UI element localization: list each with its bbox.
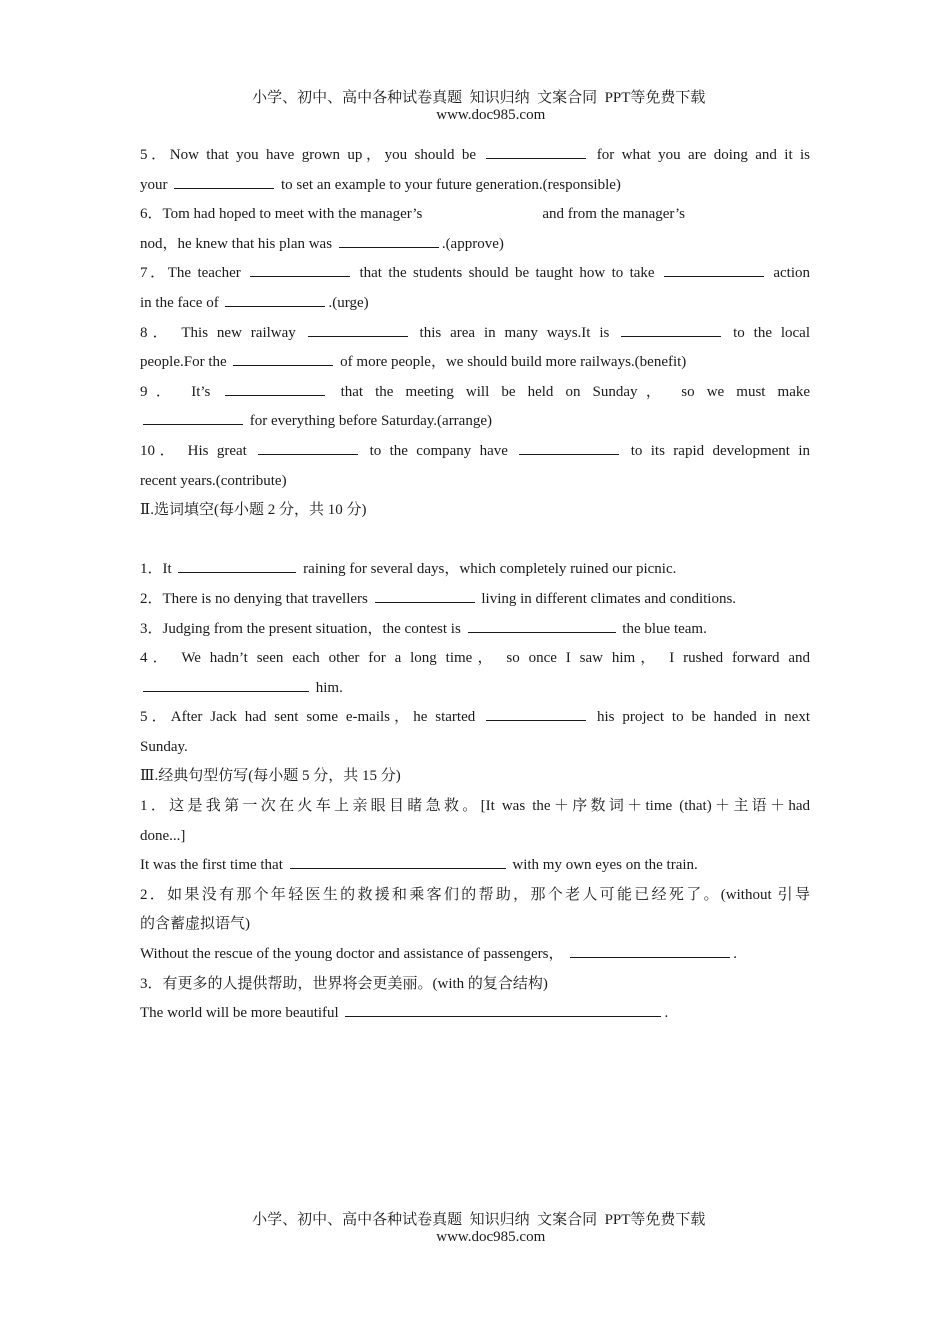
line: 7．The teacher that the students should be taught how to take action [140,259,810,289]
line: It was the first time that with my own eyes on the train. [140,851,810,881]
line: people.For the of more people，we should build more railways.(benefit) [140,348,810,378]
line: 5．Now that you have grown up，you should be for what you are doing and it is [140,141,810,171]
line: him. [140,674,810,704]
answer-blank[interactable] [250,262,350,277]
answer-blank[interactable] [290,854,506,869]
answer-blank[interactable] [258,440,358,455]
section-title: Ⅱ.选词填空(每小题 2 分，共 10 分) [140,502,367,519]
line: for everything before Saturday.(arrange) [140,407,810,437]
line: 3．Judging from the present situation，the contest is the blue team. [140,615,810,645]
document-body [140,141,810,1029]
header-site[interactable]: www.doc985.com [436,107,546,123]
line: done...] [140,827,186,844]
answer-blank[interactable] [174,174,274,189]
answer-blank[interactable] [339,233,439,248]
line: 4． We hadn’t seen each other for a long time， so once I saw him， I rushed forward and [140,650,810,667]
answer-blank[interactable] [621,322,721,337]
line: 1．It raining for several days，which completely ruined our picnic. [140,555,810,585]
line: 2．There is no denying that travellers living in different climates and conditions. [140,585,810,615]
answer-blank[interactable] [345,1002,661,1017]
answer-blank[interactable] [233,351,333,366]
line: 的含蓄虚拟语气) [140,916,250,933]
answer-blank[interactable] [468,618,616,633]
line: your to set an example to your future generation.(responsible) [140,171,810,201]
line: 9． It’s that the meeting will be held on Sunday， so we must make [140,378,810,408]
line: Sunday. [140,738,188,755]
answer-blank[interactable] [519,440,619,455]
page-header [0,69,950,124]
line: Without the rescue of the young doctor and assistance of passengers， . [140,940,810,970]
section-title: Ⅲ.经典句型仿写(每小题 5 分，共 15 分) [140,768,401,785]
line: 8． This new railway this area in many ways.It is to the local [140,319,810,349]
line: 10． His great to the company have to its rapid development in [140,437,810,467]
line: in the face of .(urge) [140,289,810,319]
line: 6．Tom had hoped to meet with the manager’s and from the manager’s [140,206,685,223]
answer-blank[interactable] [308,322,408,337]
footer-text: 小学、初中、高中各种试卷真题 知识归纳 文案合同 PPT等免费下载 [252,1212,706,1228]
answer-blank[interactable] [375,588,475,603]
page-footer [0,1191,950,1246]
line: 2．如果没有那个年轻医生的救援和乘客们的帮助，那个老人可能已经死了。(without 引导 [140,886,810,903]
line: nod，he knew that his plan was .(approve) [140,230,810,260]
line: 1．这是我第一次在火车上亲眼目睹急救。[It was the＋序数词＋time (that)＋主语＋had [140,798,810,815]
footer-site[interactable]: www.doc985.com [436,1229,546,1245]
line: recent years.(contribute) [140,472,287,489]
answer-blank[interactable] [225,292,325,307]
answer-blank[interactable] [570,943,730,958]
header-text: 小学、初中、高中各种试卷真题 知识归纳 文案合同 PPT等免费下载 [252,90,706,106]
answer-blank[interactable] [486,144,586,159]
answer-blank[interactable] [143,677,309,692]
line: 3．有更多的人提供帮助，世界将会更美丽。(with 的复合结构) [140,975,548,992]
answer-blank[interactable] [486,706,586,721]
line: The world will be more beautiful . [140,999,810,1029]
line: 5．After Jack had sent some e-mails，he started his project to be handed in next [140,703,810,733]
answer-blank[interactable] [178,558,296,573]
answer-blank[interactable] [143,410,243,425]
answer-blank[interactable] [664,262,764,277]
answer-blank[interactable] [225,381,325,396]
